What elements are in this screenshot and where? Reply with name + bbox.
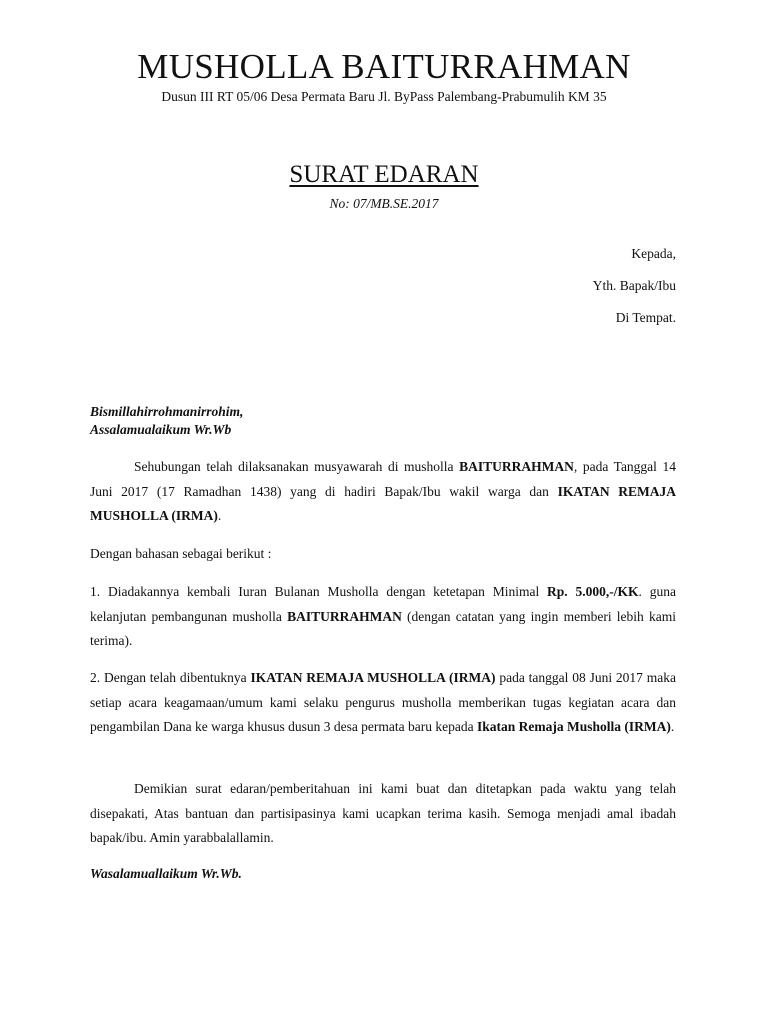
paragraph-agenda-lead: Dengan bahasan sebagai berikut : — [90, 546, 272, 561]
recipient-line-place: Di Tempat. — [615, 310, 676, 325]
closing-greeting: Wasalamuallaikum Wr.Wb. — [90, 866, 242, 881]
bold-segment: Rp. 5.000,-/KK — [547, 584, 639, 599]
text-segment: 1. Diadakannya kembali Iuran Bulanan Musholla dengan ketetapan Minimal — [90, 584, 548, 599]
paragraph-conclusion: Demikian surat edaran/pemberitahuan ini kami buat dan ditetapkan pada waktu yang telah disepakati, Atas bantuan dan partisipasinya kami ucapkan terima kasih. Semoga menjadi amal ibadah bapak/ibu. Amin yarabbalallamin. — [90, 781, 676, 845]
text-segment: . — [217, 508, 222, 523]
document-number: No: 07/MB.SE.2017 — [329, 196, 439, 211]
opening-greeting — [90, 403, 243, 439]
text-segment: (dengan catatan yang ingin memberi lebih kami terima). — [90, 608, 676, 648]
text-segment: , pada Tanggal 14 Juni 2017 (17 Ramadhan 1438) yang di hadiri Bapak/Ibu wakil warga dan — [90, 459, 676, 499]
greeting-bismillah: Bismillahirrohmanirrohim, — [90, 404, 244, 419]
organization-name: MUSHOLLA BAITURRAHMAN — [137, 47, 631, 86]
recipient-line-kepada: Kepada, — [631, 246, 676, 261]
paragraph-point-2 — [90, 666, 676, 740]
text-segment: 2. Dengan telah dibentuknya — [90, 670, 251, 685]
bold-segment: Ikatan Remaja Musholla (IRMA) — [477, 719, 671, 734]
text-segment: . guna kelanjutan pembangunan musholla — [90, 584, 676, 624]
paragraph-point-1 — [90, 580, 676, 654]
bold-segment: BAITURRAHMAN — [459, 459, 574, 474]
document-title-text: SURAT EDARAN — [289, 161, 479, 188]
organization-address: Dusun III RT 05/06 Desa Permata Baru Jl. ByPass Palembang-Prabumulih KM 35 — [161, 89, 607, 104]
greeting-salam: Assalamualaikum Wr.Wb — [90, 422, 232, 437]
bold-segment: IKATAN REMAJA MUSHOLLA (IRMA) — [250, 670, 496, 685]
bold-segment: IKATAN REMAJA MUSHOLLA (IRMA) — [90, 483, 676, 523]
document-title — [0, 160, 768, 190]
text-segment: . — [670, 719, 675, 734]
text-segment: Sehubungan telah dilaksanakan musyawarah di musholla — [134, 459, 460, 474]
text-segment: pada tanggal 08 Juni 2017 maka setiap acara keagamaan/umum kami selaku pengurus musholla memberikan tugas kegiatan acara dan pengambilan Dana ke warga khusus dusun 3 desa permata baru kepada — [90, 670, 676, 734]
recipient-line-addressee: Yth. Bapak/Ibu — [592, 278, 676, 293]
paragraph-intro — [90, 455, 676, 529]
bold-segment: BAITURRAHMAN — [287, 608, 402, 624]
